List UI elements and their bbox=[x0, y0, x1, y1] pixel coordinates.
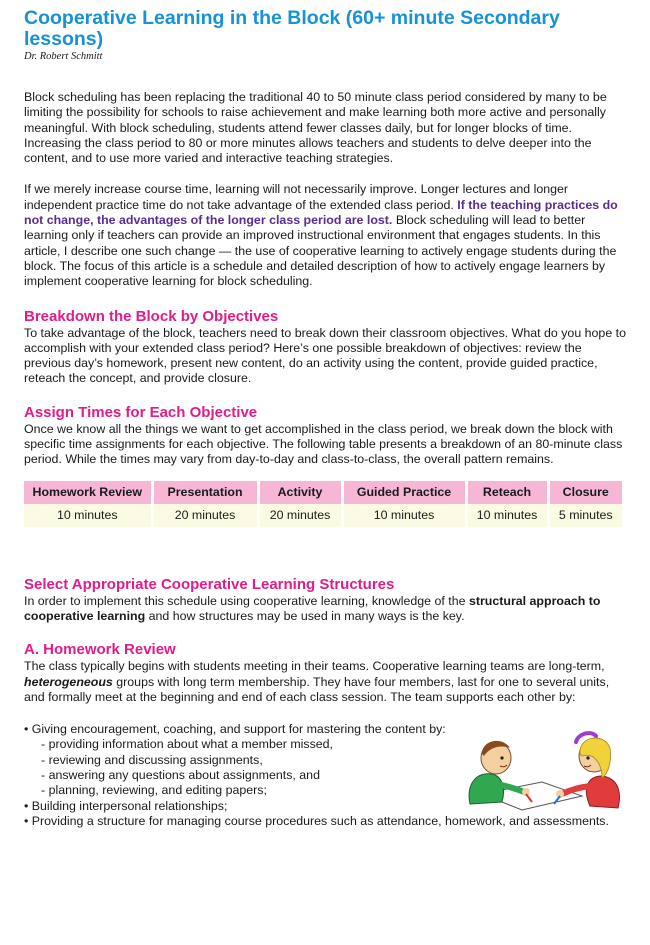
table-cell: 10 minutes bbox=[24, 504, 152, 527]
homework-text-emphasis: heterogeneous bbox=[24, 674, 113, 689]
homework-bullet-list bbox=[24, 722, 626, 829]
article-title: Cooperative Learning in the Block (60+ minute Secondary lessons) bbox=[24, 7, 560, 50]
table-cell: 5 minutes bbox=[548, 504, 622, 527]
sub-bullet-item: - answering any questions about assignments, and bbox=[41, 768, 320, 783]
select-paragraph bbox=[24, 594, 626, 625]
section-heading-select: Select Appropriate Cooperative Learning Structures bbox=[24, 575, 395, 593]
select-text-b: and how structures may be used in many ways is the key. bbox=[145, 608, 465, 623]
intro-paragraph-2 bbox=[24, 182, 626, 289]
intro-p2-text-a: If we merely increase course time, learning will not necessarily improve. Longer lectures and longer independent practice time do not take advantage of the extended class period. bbox=[24, 182, 569, 212]
table-header-cell: Presentation bbox=[152, 481, 258, 504]
time-breakdown-table bbox=[24, 481, 622, 527]
table-header-row bbox=[24, 481, 622, 504]
intro-p2-highlight: If the teaching practices do not change, the advantages of the longer class period are lost. bbox=[24, 197, 618, 228]
intro-p2-text-b: Block scheduling will lead to better learning only if teachers can provide an improved instructional environment that engages students. In this article, I describe one such change — the use of cooperative learning to actively engage students during the block. The focus of this article is a schedule and detailed description of how to actively engage learners by implement cooperative learning for block scheduling. bbox=[24, 213, 617, 289]
homework-text-b: groups with long term membership. They have four members, last for one to several units, and formally meet at the beginning and end of each class session. The team supports each other by: bbox=[24, 674, 610, 704]
intro-paragraph-1: Block scheduling has been replacing the traditional 40 to 50 minute class period considered by many to be limiting the possibility for schools to raise achievement and make learning both more active and personally meaningful. With block scheduling, students attend fewer classes daily, but for longer blocks of time. Increasing the class period to 80 or more minutes allows teachers and students to delve deeper into the content, and to use more varied and interactive teaching strategies. bbox=[24, 90, 607, 166]
select-text-a: In order to implement this schedule using cooperative learning, knowledge of the bbox=[24, 593, 469, 608]
table-cell: 10 minutes bbox=[342, 504, 466, 527]
article bbox=[24, 8, 626, 829]
breakdown-paragraph: To take advantage of the block, teachers need to break down their classroom objectives. What do you hope to accomplish with your extended class period? Here’s one possible breakdown of objectives: review the previous day’s homework, present new content, do an activity using the content, provide guided practice, reteach the concept, and provide closure. bbox=[24, 325, 626, 386]
table-cell: 20 minutes bbox=[258, 504, 342, 527]
select-text-bold: structural approach to cooperative learning bbox=[24, 593, 601, 623]
section-heading-homework: A. Homework Review bbox=[24, 641, 176, 659]
sub-bullet-item: - providing information about what a member missed, bbox=[41, 737, 334, 752]
bullet-item: • Providing a structure for managing course procedures such as attendance, homework, and assessments. bbox=[24, 813, 609, 828]
table-cell: 20 minutes bbox=[152, 504, 258, 527]
homework-text-a: The class typically begins with students meeting in their teams. Cooperative learning teams are long-term, bbox=[24, 659, 605, 674]
table-header-cell: Activity bbox=[258, 481, 342, 504]
table-cell: 10 minutes bbox=[466, 504, 548, 527]
table-row bbox=[24, 504, 622, 527]
table-header-cell: Reteach bbox=[466, 481, 548, 504]
table-header-cell: Guided Practice bbox=[342, 481, 466, 504]
assign-paragraph: Once we know all the things we want to get accomplished in the class period, we break down the block with specific time assignments for each objective. The following table presents a breakdown of an 80-minute class period. While the times may vary from day-to-day and class-to-class, the overall pattern remains. bbox=[24, 421, 623, 467]
students-writing-illustration bbox=[462, 722, 626, 812]
author-byline: Dr. Robert Schmitt bbox=[24, 51, 103, 62]
table-header-cell: Homework Review bbox=[24, 481, 152, 504]
homework-paragraph bbox=[24, 659, 626, 705]
table-header-cell: Closure bbox=[548, 481, 622, 504]
section-heading-assign: Assign Times for Each Objective bbox=[24, 403, 258, 421]
bullet-item: • Building interpersonal relationships; bbox=[24, 798, 228, 813]
bullet-item: • Giving encouragement, coaching, and support for mastering the content by: bbox=[24, 722, 446, 737]
sub-bullet-item: - planning, reviewing, and editing papers; bbox=[41, 783, 267, 798]
sub-bullet-item: - reviewing and discussing assignments, bbox=[41, 752, 263, 767]
section-heading-breakdown: Breakdown the Block by Objectives bbox=[24, 307, 279, 325]
